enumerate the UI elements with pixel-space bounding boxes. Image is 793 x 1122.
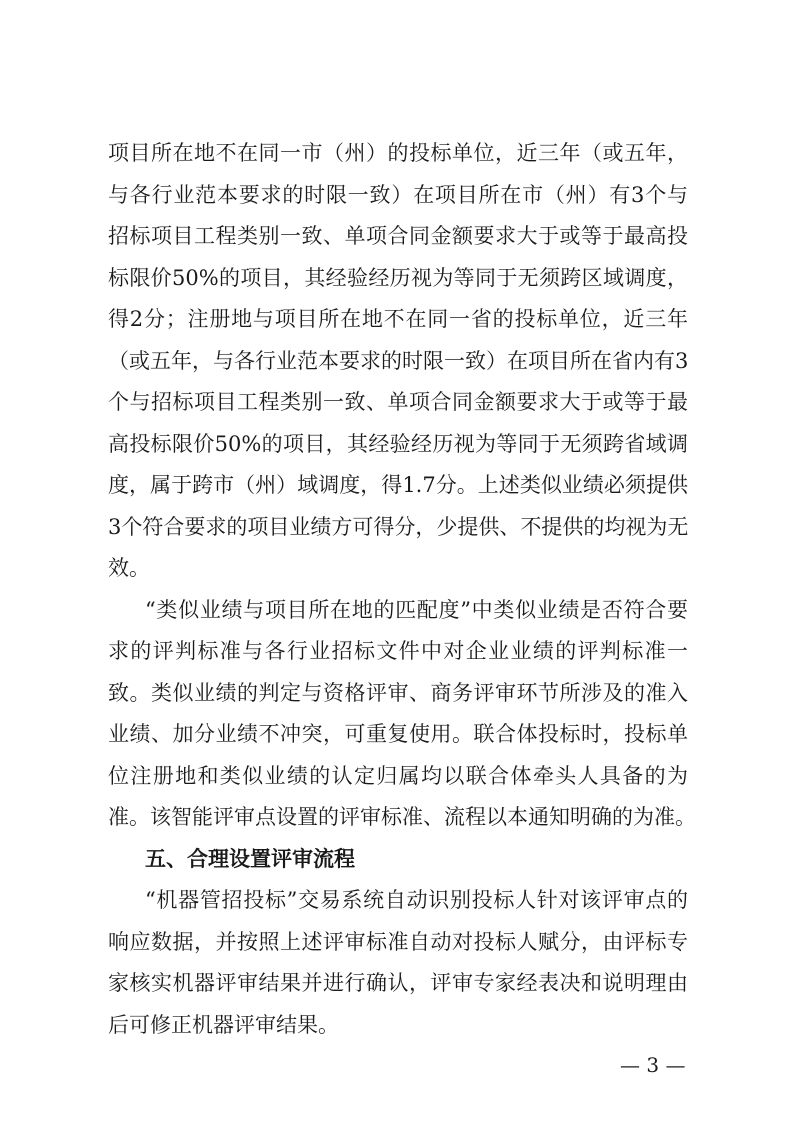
text-line: 响应数据，并按照上述评审标准自动对投标人赋分，由评标专: [108, 929, 688, 954]
section-heading: 五、合理设置评审流程: [145, 846, 355, 871]
text-line: 业绩、加分业绩不冲突，可重复使用。联合体投标时，投标单: [108, 722, 688, 746]
text-line: 求的评判标准与各行业招标文件中对企业业绩的评判标准一: [108, 639, 688, 663]
text-line: （或五年，与各行业范本要求的时限一致）在项目所在省内有3: [108, 348, 689, 373]
text-line: 致。类似业绩的判定与资格评审、商务评审环节所涉及的准入: [108, 680, 688, 705]
text-line: 度，属于跨市（州）域调度，得1.7分。上述类似业绩必须提供: [108, 473, 688, 497]
text-line: 得2分；注册地与项目所在地不在同一省的投标单位，近三年: [108, 307, 688, 331]
text-line: 与各行业范本要求的时限一致）在项目所在市（州）有3个与: [108, 182, 688, 207]
text-line: 位注册地和类似业绩的认定归属均以联合体牵头人具备的为: [108, 763, 688, 788]
text-line: 标限价50%的项目，其经验经历视为等同于无须跨区域调度，: [108, 265, 688, 290]
text-line: 个与招标项目工程类别一致、单项合同金额要求大于或等于最: [108, 390, 688, 414]
text-line: 后可修正机器评审结果。: [108, 1012, 339, 1037]
text-line: 项目所在地不在同一市（州）的投标单位，近三年（或五年，: [108, 141, 688, 165]
text-line: 招标项目工程类别一致、单项合同金额要求大于或等于最高投: [108, 224, 688, 248]
page-number: — 3 —: [620, 1053, 686, 1077]
text-line: “机器管招投标”交易系统自动识别投标人针对该评审点的: [145, 888, 688, 912]
text-line: 3个符合要求的项目业绩方可得分，少提供、不提供的均视为无: [108, 514, 689, 539]
text-line: 效。: [108, 556, 150, 580]
text-line: “类似业绩与项目所在地的匹配度”中类似业绩是否符合要: [145, 597, 688, 622]
text-line: 高投标限价50%的项目，其经验经历视为等同于无须跨省域调: [108, 431, 688, 456]
text-line: 准。该智能评审点设置的评审标准、流程以本通知明确的为准。: [108, 805, 696, 829]
text-line: 家核实机器评审结果并进行确认，评审专家经表决和说明理由: [108, 971, 688, 995]
